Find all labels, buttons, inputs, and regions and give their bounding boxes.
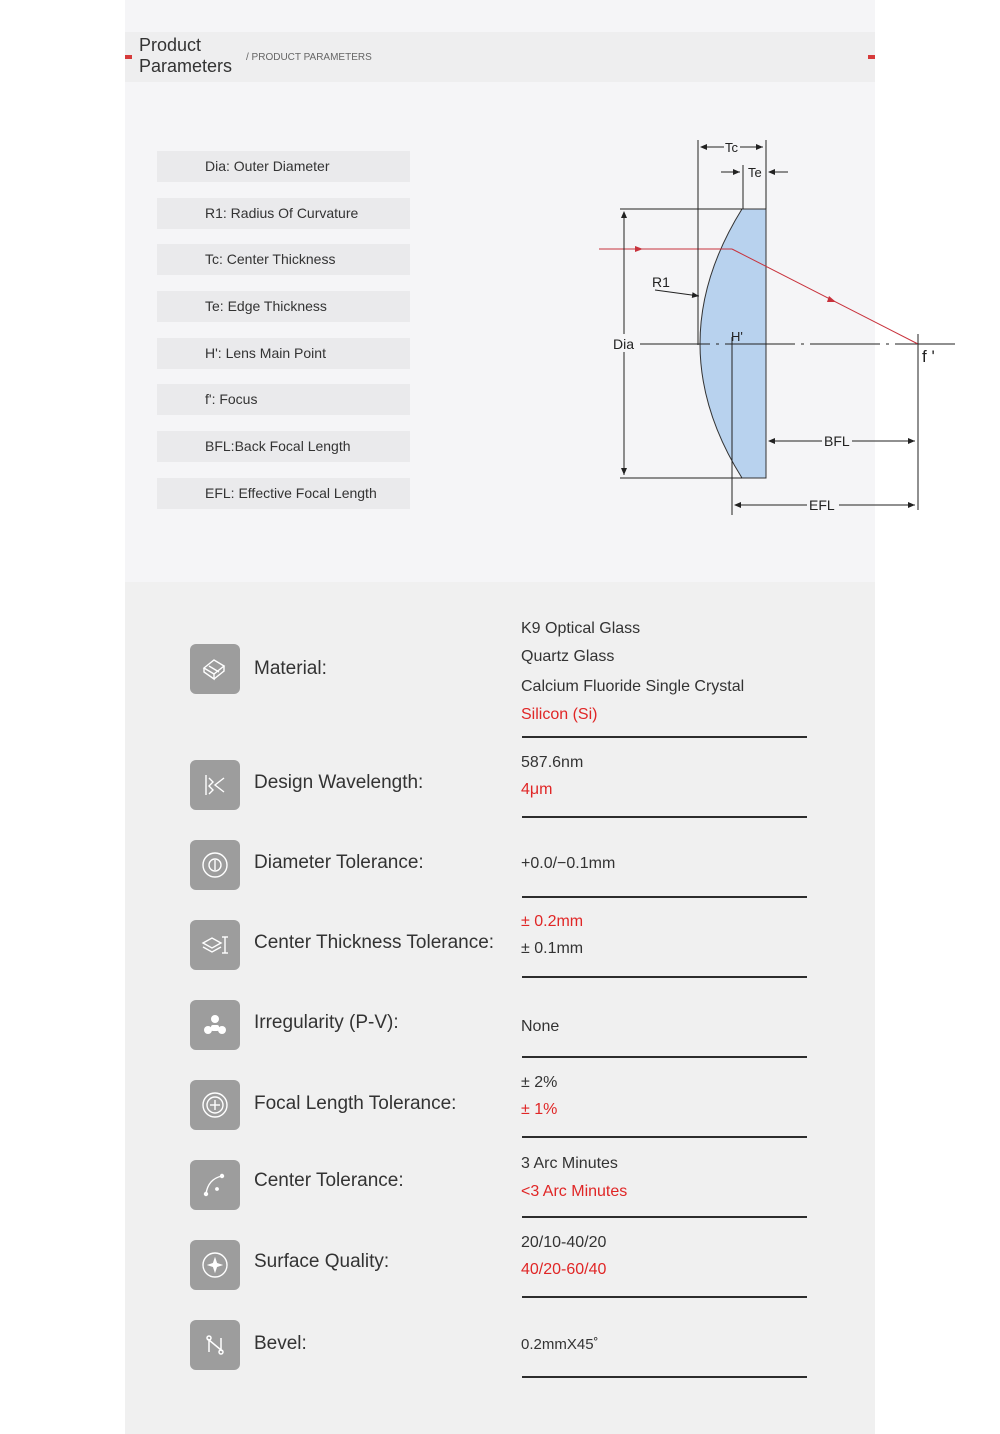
irregularity-icon	[190, 1000, 240, 1050]
lens-diagram	[465, 130, 935, 530]
diagram-label-tc: Tc	[725, 140, 738, 155]
spec-divider	[522, 816, 807, 818]
focal-length-icon	[190, 1080, 240, 1130]
legend-item-te: Te: Edge Thickness	[157, 291, 410, 322]
spec-values-irregularity	[521, 1018, 811, 1036]
spec-value: Calcium Fluoride Single Crystal	[521, 678, 745, 695]
legend-item-r1: R1: Radius Of Curvature	[157, 198, 410, 229]
diagram-label-bfl: BFL	[824, 433, 850, 449]
diagram-label-f: f '	[922, 347, 935, 366]
spec-values-surface-quality	[521, 1234, 811, 1279]
spec-values-wavelength	[521, 754, 811, 799]
spec-divider	[522, 1136, 807, 1138]
section-title: Product Parameters	[139, 35, 233, 76]
header-accent-right	[868, 55, 875, 59]
spec-value: 20/10-40/20	[521, 1234, 607, 1251]
legend-item-h: H': Lens Main Point	[157, 338, 410, 369]
legend-item-efl: EFL: Effective Focal Length	[157, 478, 410, 509]
spec-value: 40/20-60/40	[521, 1261, 607, 1278]
spec-label-thickness: Center Thickness Tolerance:	[254, 932, 495, 953]
spec-value: None	[521, 1018, 560, 1035]
diagram-label-r1: R1	[652, 274, 670, 290]
bevel-icon	[190, 1320, 240, 1370]
spec-values-center-tolerance	[521, 1155, 811, 1201]
spec-divider	[522, 1056, 807, 1058]
spec-label-diameter: Diameter Tolerance:	[254, 852, 424, 873]
spec-label-surface-quality: Surface Quality:	[254, 1251, 390, 1272]
legend-item-tc: Tc: Center Thickness	[157, 244, 410, 275]
diagram-label-dia: Dia	[613, 336, 635, 352]
spec-divider	[522, 976, 807, 978]
surface-quality-icon	[190, 1240, 240, 1290]
spec-value: 587.6nm	[521, 754, 584, 771]
spec-value: 3 Arc Minutes	[521, 1155, 618, 1172]
spec-value: ± 0.2mm	[521, 913, 584, 930]
spec-values-thickness	[521, 913, 811, 958]
spec-divider	[522, 1216, 807, 1218]
spec-value: 0.2mmX45˚	[521, 1336, 599, 1353]
material-icon	[190, 644, 240, 694]
spec-value: 4μm	[521, 781, 553, 798]
spec-divider	[522, 1376, 807, 1378]
center-tolerance-icon	[190, 1160, 240, 1210]
diagram-label-te: Te	[748, 165, 762, 180]
section-subtitle: / PRODUCT PARAMETERS	[246, 52, 372, 63]
diameter-icon	[190, 840, 240, 890]
spec-values-diameter	[521, 855, 811, 873]
spec-label-wavelength: Design Wavelength:	[254, 772, 424, 793]
legend-item-f: f': Focus	[157, 384, 410, 415]
spec-divider	[522, 1296, 807, 1298]
spec-label-center-tolerance: Center Tolerance:	[254, 1170, 404, 1191]
spec-value: <3 Arc Minutes	[521, 1183, 628, 1200]
spec-divider	[522, 896, 807, 898]
spec-value: +0.0/−0.1mm	[521, 855, 616, 872]
header-accent-left	[125, 55, 132, 59]
legend-item-bfl: BFL:Back Focal Length	[157, 431, 410, 462]
diagram-label-h: H'	[731, 329, 743, 344]
legend-item-dia: Dia: Outer Diameter	[157, 151, 410, 182]
spec-value: K9 Optical Glass	[521, 620, 641, 637]
spec-value: Silicon (Si)	[521, 706, 598, 723]
thickness-icon	[190, 920, 240, 970]
spec-label-focal-length: Focal Length Tolerance:	[254, 1093, 457, 1114]
spec-divider	[522, 736, 807, 738]
product-parameters-page	[125, 0, 935, 1434]
spec-value: ± 1%	[521, 1101, 558, 1118]
spec-value: Quartz Glass	[521, 648, 615, 665]
spec-values-focal-length	[521, 1074, 811, 1119]
spec-label-bevel: Bevel:	[254, 1333, 307, 1354]
spec-values-material	[521, 620, 811, 724]
spec-value: ± 2%	[521, 1074, 558, 1091]
wavelength-icon	[190, 760, 240, 810]
spec-value: ± 0.1mm	[521, 940, 584, 957]
diagram-label-efl: EFL	[809, 497, 835, 513]
spec-values-bevel	[521, 1336, 811, 1353]
spec-label-irregularity: Irregularity (P-V):	[254, 1012, 399, 1033]
spec-label-material: Material:	[254, 658, 327, 679]
